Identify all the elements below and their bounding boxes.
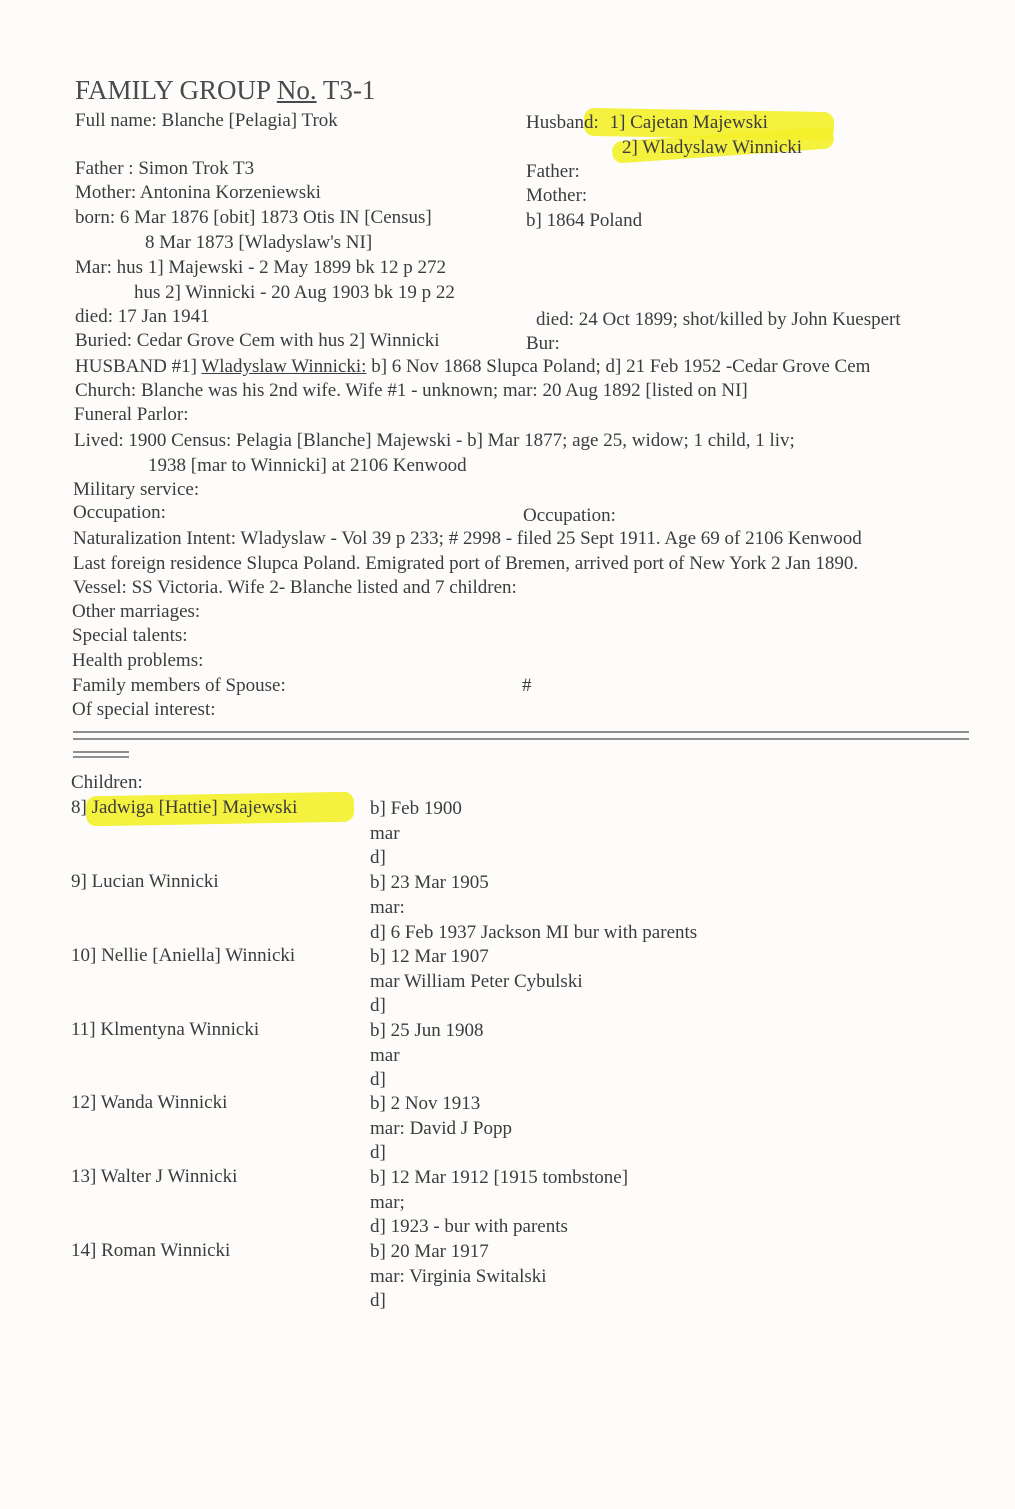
title-no: No. — [276, 75, 317, 105]
husband-label: Husband: — [526, 112, 599, 133]
naturalization-line-3: Vessel: SS Victoria. Wife 2- Blanche listed and 7 children: — [73, 577, 517, 598]
child-married: mar; — [370, 1192, 405, 1213]
wife-marriage-2: hus 2] Winnicki - 20 Aug 1903 bk 19 p 22 — [134, 282, 455, 303]
child-name: 12] Wanda Winnicki — [71, 1092, 228, 1113]
wife-born: born: 6 Mar 1876 [obit] 1873 Otis IN [Census] — [75, 207, 432, 228]
child-died: d] 1923 - bur with parents — [370, 1216, 568, 1237]
wife-buried: Buried: Cedar Grove Cem with hus 2] Winnicki — [75, 330, 440, 351]
wife-born-alt: 8 Mar 1873 [Wladyslaw's NI] — [145, 232, 373, 253]
child-died: d] 6 Feb 1937 Jackson MI bur with parents — [370, 922, 698, 943]
funeral-parlor: Funeral Parlor: — [74, 404, 189, 425]
child-born: b] Feb 1900 — [370, 798, 462, 819]
husband-born: b] 1864 Poland — [526, 210, 643, 231]
wife-father: Father : Simon Trok T3 — [75, 158, 255, 179]
husband-mother: Mother: — [526, 185, 588, 206]
husband-name-2: 2] Wladyslaw Winnicki — [622, 137, 803, 158]
child-died: d] — [370, 1290, 386, 1311]
child-name: 10] Nellie [Aniella] Winnicki — [71, 945, 296, 966]
child-died: d] — [370, 1142, 386, 1163]
child-died: d] — [370, 1069, 386, 1090]
military-service: Military service: — [73, 479, 200, 500]
child-born: b] 20 Mar 1917 — [370, 1241, 489, 1262]
child-born: b] 12 Mar 1912 [1915 tombstone] — [370, 1167, 629, 1188]
husband-name-1: 1] Cajetan Majewski — [609, 112, 768, 133]
separator-rule — [73, 731, 969, 740]
wife-mother: Mother: Antonina Korzeniewski — [75, 182, 321, 203]
husband-father: Father: — [526, 161, 580, 182]
special-interest: Of special interest: — [72, 699, 216, 720]
child-name: 9] Lucian Winnicki — [71, 871, 219, 892]
wife-full-name: Full name: Blanche [Pelagia] Trok — [75, 110, 338, 131]
child-married: mar — [370, 1045, 400, 1066]
family-members-spouse: Family members of Spouse: — [72, 675, 286, 696]
husband-2-line — [75, 356, 870, 378]
child-died: d] — [370, 995, 386, 1016]
child-name: 14] Roman Winnicki — [71, 1240, 231, 1261]
health-problems: Health problems: — [72, 650, 204, 671]
naturalization-line-2: Last foreign residence Slupca Poland. Emigrated port of Bremen, arrived port of New York 2 Jan 1890. — [73, 553, 859, 574]
child-born: b] 25 Jun 1908 — [370, 1020, 484, 1041]
lived-line-1: Lived: 1900 Census: Pelagia [Blanche] Majewski - b] Mar 1877; age 25, widow; 1 child, 1 liv; — [74, 430, 795, 451]
wife-died: died: 17 Jan 1941 — [75, 306, 210, 327]
husband-bur: Bur: — [526, 333, 560, 354]
wife-occupation: Occupation: — [73, 502, 166, 523]
title-prefix: FAMILY GROUP — [75, 75, 277, 105]
wife-marriage-1: Mar: hus 1] Majewski - 2 May 1899 bk 12 p 272 — [75, 257, 446, 278]
children-label: Children: — [71, 772, 143, 793]
other-marriages: Other marriages: — [72, 601, 201, 622]
husband-2-name: Wladyslaw Winnicki: — [201, 356, 367, 377]
hash-mark: # — [522, 675, 532, 696]
husband-line-1 — [526, 112, 768, 134]
child-died: d] — [370, 847, 386, 868]
child-married: mar William Peter Cybulski — [370, 971, 583, 992]
child-married: mar: — [370, 897, 405, 918]
child-born: b] 12 Mar 1907 — [370, 946, 489, 967]
child-married: mar — [370, 823, 400, 844]
child-name: 13] Walter J Winnicki — [71, 1166, 238, 1187]
church-line: Church: Blanche was his 2nd wife. Wife #1 - unknown; mar: 20 Aug 1892 [listed on NI] — [75, 380, 748, 401]
title-code: T3-1 — [316, 75, 376, 105]
child-married: mar: Virginia Switalski — [370, 1266, 547, 1287]
lived-line-2: 1938 [mar to Winnicki] at 2106 Kenwood — [148, 455, 467, 476]
child-name: 11] Klmentyna Winnicki — [71, 1019, 260, 1040]
husband-died: died: 24 Oct 1899; shot/killed by John Kuespert — [536, 309, 901, 330]
child-born: b] 23 Mar 1905 — [370, 872, 489, 893]
child-married: mar: David J Popp — [370, 1118, 512, 1139]
husband-2-details: b] 6 Nov 1868 Slupca Poland; d] 21 Feb 1952 -Cedar Grove Cem — [366, 356, 871, 377]
page-title — [75, 75, 375, 105]
child-name: 8] Jadwiga [Hattie] Majewski — [71, 797, 298, 818]
special-talents: Special talents: — [72, 625, 188, 646]
husband-2-prefix: HUSBAND #1] — [75, 356, 202, 377]
separator-rule-short — [73, 751, 129, 758]
husband-occupation: Occupation: — [523, 505, 616, 526]
naturalization-line-1: Naturalization Intent: Wladyslaw - Vol 39 p 233; # 2998 - filed 25 Sept 1911. Age 69 of 2106 Kenwood — [73, 528, 862, 549]
child-born: b] 2 Nov 1913 — [370, 1093, 481, 1114]
